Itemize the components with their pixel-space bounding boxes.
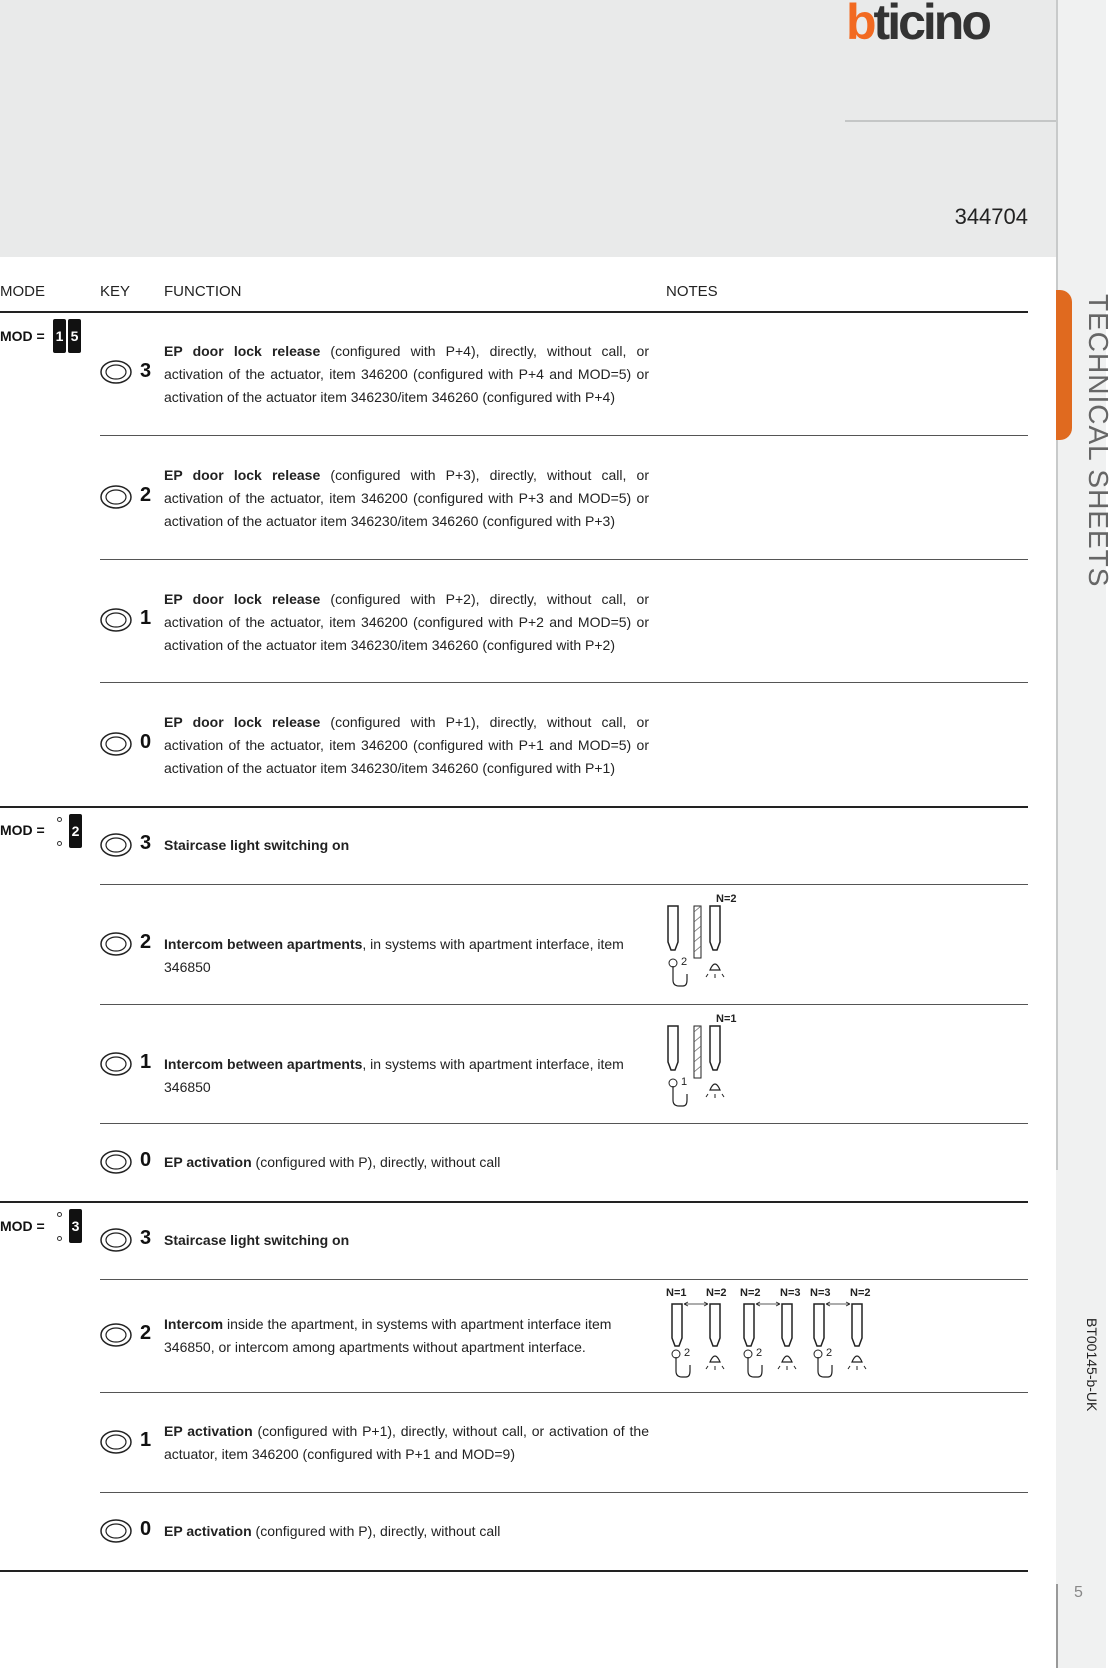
section-divider [0, 1201, 1028, 1203]
wall-icon [694, 1026, 701, 1078]
key-button-icon [100, 1150, 132, 1174]
note-n-label: N=1 [716, 1013, 737, 1025]
page-number-rule [1056, 1584, 1058, 1668]
function-text: EP door lock release (configured with P+4), directly, without call, or activation of the actuator, item 346200 (configured with P+4 and MOD=5) or activation of the actuator item 346230/item 346260 (configured with P+4) [164, 343, 649, 405]
key-number: 2 [140, 1322, 152, 1344]
key-button-icon [100, 932, 132, 956]
header-rule [0, 311, 1028, 313]
press-button-icon [669, 1079, 677, 1087]
handset-icon [744, 1304, 754, 1346]
side-strip [1056, 0, 1106, 1668]
handset-icon [672, 1304, 682, 1346]
key-button-icon [100, 1430, 132, 1454]
bell-icon [710, 1356, 720, 1362]
key-button-icon [100, 1519, 132, 1543]
mod-label: MOD = [0, 1218, 45, 1234]
row-divider [100, 1279, 1028, 1280]
svg-text:2: 2 [756, 1347, 763, 1359]
note-n-label: N=2 [706, 1287, 727, 1299]
column-header-key: KEY [100, 283, 131, 300]
key-number: 0 [140, 731, 152, 753]
key-number: 3 [140, 360, 152, 382]
link-arrow-icon [684, 1302, 708, 1306]
mod-digit: 2 [69, 814, 82, 848]
press-button-icon [672, 1350, 680, 1358]
bell-icon [710, 964, 720, 970]
mod-label: MOD = [0, 822, 45, 838]
function-text: Intercom inside the apartment, in systems with apartment interface item 346850, or intercom among apartments without apartment interface. [164, 1316, 612, 1355]
function-text: Staircase light switching on [164, 837, 350, 853]
mod-dot [57, 1236, 62, 1241]
handset-icon [710, 906, 720, 950]
key-button-icon [100, 360, 132, 384]
bell-icon [710, 1084, 720, 1090]
intercom-diagram-group [664, 1284, 884, 1389]
press-button-icon [814, 1350, 822, 1358]
handset-icon [668, 1026, 678, 1070]
key-button-icon [100, 608, 132, 632]
table-bottom-rule [0, 1570, 1028, 1572]
function-text: Intercom between apartments, in systems with apartment interface, item 346850 [164, 1056, 624, 1095]
key-number: 3 [140, 832, 152, 854]
row-divider [100, 435, 1028, 436]
hand-icon [673, 966, 687, 986]
svg-text:2: 2 [684, 1347, 691, 1359]
row-divider [100, 682, 1028, 683]
function-text: EP activation (configured with P), directly, without call [164, 1154, 501, 1170]
row-divider [100, 1492, 1028, 1493]
function-text: EP door lock release (configured with P+1), directly, without call, or activation of the actuator, item 346200 (configured with P+1 and MOD=5) or activation of the actuator item 346230/item 346260 (configured with P+1) [164, 714, 649, 776]
mod-dot [57, 1212, 62, 1217]
row-divider [100, 1123, 1028, 1124]
intercom-diagram [664, 890, 754, 1000]
section-title: TECHNICAL SHEETS [1083, 294, 1114, 588]
svg-text:1: 1 [681, 1076, 688, 1088]
handset-icon [668, 906, 678, 950]
key-button-icon [100, 1323, 132, 1347]
hand-icon [676, 1357, 690, 1377]
press-button-icon [744, 1350, 752, 1358]
function-text: EP door lock release (configured with P+3), directly, without call, or activation of the actuator, item 346200 (configured with P+3 and MOD=5) or activation of the actuator item 346230/item 346260 (configured with P+3) [164, 467, 649, 529]
key-button-icon [100, 833, 132, 857]
key-number: 3 [140, 1227, 152, 1249]
key-number: 1 [140, 607, 152, 629]
product-code: 344704 [954, 204, 1028, 229]
mod-label: MOD = [0, 328, 45, 344]
column-header-mode: MODE [0, 283, 45, 300]
key-button-icon [100, 485, 132, 509]
key-number: 2 [140, 931, 152, 953]
note-n-label: N=2 [850, 1287, 871, 1299]
function-text: EP activation (configured with P), directly, without call [164, 1523, 501, 1539]
header-divider [845, 120, 1056, 122]
page-number: 5 [1074, 1584, 1083, 1601]
mod-digit: 3 [69, 1209, 82, 1243]
bell-icon [782, 1356, 792, 1362]
brand-logo: bticino [846, 0, 989, 50]
key-button-icon [100, 732, 132, 756]
row-divider [100, 884, 1028, 885]
row-divider [100, 559, 1028, 560]
mod-digit: 5 [68, 319, 81, 353]
mod-dot [57, 841, 62, 846]
link-arrow-icon [756, 1302, 780, 1306]
note-n-label: N=3 [810, 1287, 831, 1299]
section-tab-marker [1056, 290, 1072, 440]
column-header-notes: NOTES [666, 283, 718, 300]
row-divider [100, 1392, 1028, 1393]
handset-icon [782, 1304, 792, 1346]
key-button-icon [100, 1228, 132, 1252]
note-n-label: N=2 [740, 1287, 761, 1299]
key-number: 0 [140, 1518, 152, 1540]
handset-icon [852, 1304, 862, 1346]
column-header-function: FUNCTION [164, 283, 242, 300]
function-text: Staircase light switching on [164, 1232, 350, 1248]
row-divider [100, 1004, 1028, 1005]
key-number: 2 [140, 484, 152, 506]
side-divider [1056, 0, 1058, 1170]
function-text: EP activation (configured with P+1), directly, without call, or activation of the actuator, item 346200 (configured with P+1 and MOD=9) [164, 1423, 649, 1462]
bell-icon [852, 1356, 862, 1362]
mod-dot [57, 817, 62, 822]
press-button-icon [669, 959, 677, 967]
key-number: 1 [140, 1051, 152, 1073]
hand-icon [673, 1086, 687, 1106]
note-n-label: N=3 [780, 1287, 801, 1299]
key-number: 0 [140, 1149, 152, 1171]
key-button-icon [100, 1052, 132, 1076]
function-text: EP door lock release (configured with P+2), directly, without call, or activation of the actuator, item 346200 (configured with P+2 and MOD=5) or activation of the actuator item 346230/item 346260 (configured with P+2) [164, 591, 649, 653]
note-n-label: N=1 [666, 1287, 687, 1299]
handset-icon [814, 1304, 824, 1346]
mod-digit: 1 [53, 319, 66, 353]
handset-icon [710, 1304, 720, 1346]
handset-icon [710, 1026, 720, 1070]
wall-icon [694, 906, 701, 958]
link-arrow-icon [826, 1302, 850, 1306]
note-n-label: N=2 [716, 893, 737, 905]
svg-text:2: 2 [826, 1347, 833, 1359]
key-number: 1 [140, 1429, 152, 1451]
section-divider [0, 806, 1028, 808]
hand-icon [748, 1357, 762, 1377]
function-text: Intercom between apartments, in systems with apartment interface, item 346850 [164, 936, 624, 975]
intercom-diagram [664, 1010, 754, 1120]
svg-text:2: 2 [681, 956, 688, 968]
hand-icon [818, 1357, 832, 1377]
document-code: BT00145-b-UK [1084, 1318, 1100, 1412]
